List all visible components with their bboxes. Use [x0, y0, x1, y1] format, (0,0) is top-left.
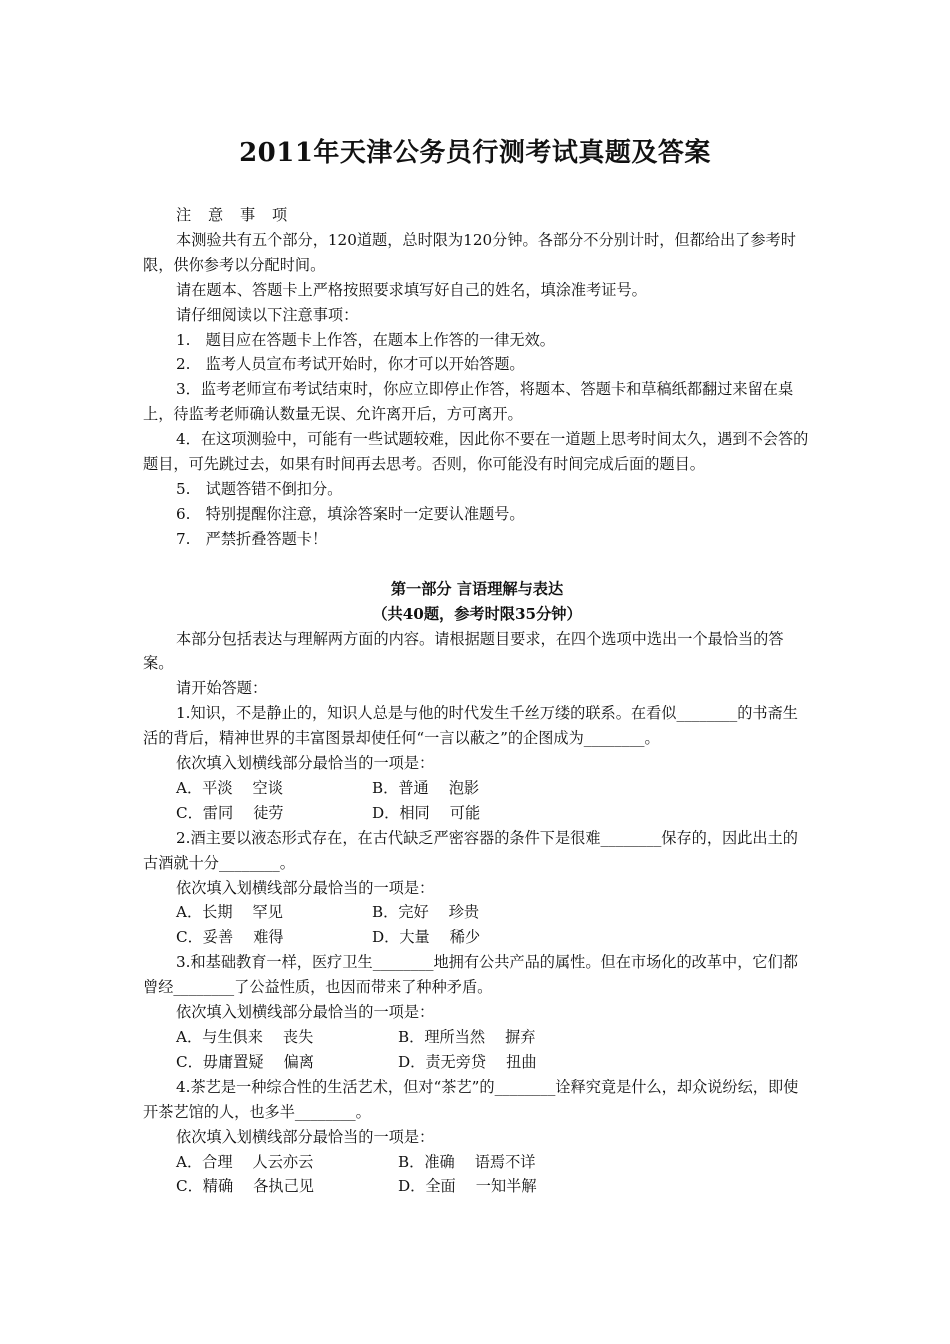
option-a: A．合理 人云亦云 — [176, 1152, 314, 1171]
option-a: A．与生俱来 丧失 — [176, 1028, 314, 1046]
option-row — [143, 776, 811, 801]
notice-item: 5. 试题答错不倒扣分。 — [176, 479, 343, 498]
option-b: B．普通 泡影 — [372, 778, 480, 797]
question-prompt: 依次填入划横线部分最恰当的一项是： — [176, 878, 435, 897]
notice-item: 1. 题目应在答题卡上作答，在题本上作答的一律无效。 — [176, 330, 555, 349]
question-text: 3.和基础教育一样，医疗卫生________地拥有公共产品的属性。但在市场化的改革中，它们都曾经________了公益性质，也因而带来了种种矛盾。 — [143, 953, 798, 997]
option-b: B．准确 语焉不详 — [398, 1152, 536, 1171]
document-title: 2011年天津公务员行测考试真题及答案 — [239, 138, 711, 168]
notice-item: 3．监考老师宣布考试结束时，你应立即停止作答，将题本、答题卡和草稿纸都翻过来留在桌上，待监考老师确认数量无误、允许离开后，方可离开。 — [143, 380, 794, 424]
section-title: 第一部分 言语理解与表达 — [390, 579, 564, 598]
option-d: D．责无旁贷 扭曲 — [398, 1052, 537, 1071]
option-d: D．相同 可能 — [372, 803, 481, 822]
notice-paragraph: 本测验共有五个部分，120道题，总时限为120分钟。各部分不分别计时，但都给出了参考时限，供你参考以分配时间。 — [143, 230, 796, 274]
option-row — [143, 801, 811, 826]
notice-item: 4．在这项测验中，可能有一些试题较难，因此你不要在一道题上思考时间太久，遇到不会答的题目，可先跳过去，如果有时间再去思考。否则，你可能没有时间完成后面的题目。 — [143, 430, 809, 474]
question-text: 4.茶艺是一种综合性的生活艺术，但对“茶艺”的________诠释究竟是什么，却众说纷纭，即使开茶艺馆的人，也多半________。 — [143, 1077, 799, 1121]
question-prompt: 依次填入划横线部分最恰当的一项是： — [176, 754, 435, 773]
section-subtitle: （共40题，参考时限35分钟） — [372, 604, 582, 623]
option-a: A．长期 罕见 — [176, 903, 283, 922]
option-b: B．理所当然 摒弃 — [398, 1028, 536, 1046]
option-d: D．大量 稀少 — [372, 928, 481, 947]
question-prompt: 依次填入划横线部分最恰当的一项是： — [176, 1003, 435, 1022]
option-b: B．完好 珍贵 — [372, 903, 480, 922]
document-body — [143, 203, 811, 1199]
question-prompt: 依次填入划横线部分最恰当的一项是： — [176, 1127, 435, 1146]
option-row — [143, 1150, 811, 1175]
option-c: C．毋庸置疑 偏离 — [176, 1052, 314, 1071]
notice-paragraph: 请在题本、答题卡上严格按照要求填写好自己的姓名，填涂准考证号。 — [176, 280, 647, 299]
option-c: C．妥善 难得 — [176, 928, 284, 947]
option-c: C．精确 各执己见 — [176, 1177, 314, 1196]
notice-heading: 注 意 事 项 — [176, 206, 294, 224]
notice-paragraph: 请仔细阅读以下注意事项： — [176, 305, 359, 324]
section-intro: 本部分包括表达与理解两方面的内容。请根据题目要求，在四个选项中选出一个最恰当的答案。 — [143, 629, 784, 673]
section-start: 请开始答题： — [176, 679, 268, 698]
question-text: 1.知识，不是静止的，知识人总是与他的时代发生千丝万缕的联系。在看似________的书斋生活的背后，精神世界的丰富图景却使任何“一言以蔽之”的企图成为________。 — [143, 704, 798, 748]
option-c: C．雷同 徒劳 — [176, 803, 284, 822]
notice-item: 2. 监考人员宣布考试开始时，你才可以开始答题。 — [176, 355, 525, 374]
option-row — [143, 1174, 811, 1199]
notice-item: 7. 严禁折叠答题卡！ — [176, 529, 328, 548]
option-row — [143, 1025, 811, 1050]
option-row — [143, 1050, 811, 1075]
notice-item: 6. 特别提醒你注意，填涂答案时一定要认准题号。 — [176, 504, 525, 523]
option-row — [143, 900, 811, 925]
option-a: A．平淡 空谈 — [176, 778, 283, 797]
option-row — [143, 925, 811, 950]
spacer — [143, 552, 811, 577]
option-d: D．全面 一知半解 — [398, 1177, 537, 1196]
question-text: 2.酒主要以液态形式存在，在古代缺乏严密容器的条件下是很难________保存的，因此出土的古酒就十分________。 — [143, 828, 798, 872]
